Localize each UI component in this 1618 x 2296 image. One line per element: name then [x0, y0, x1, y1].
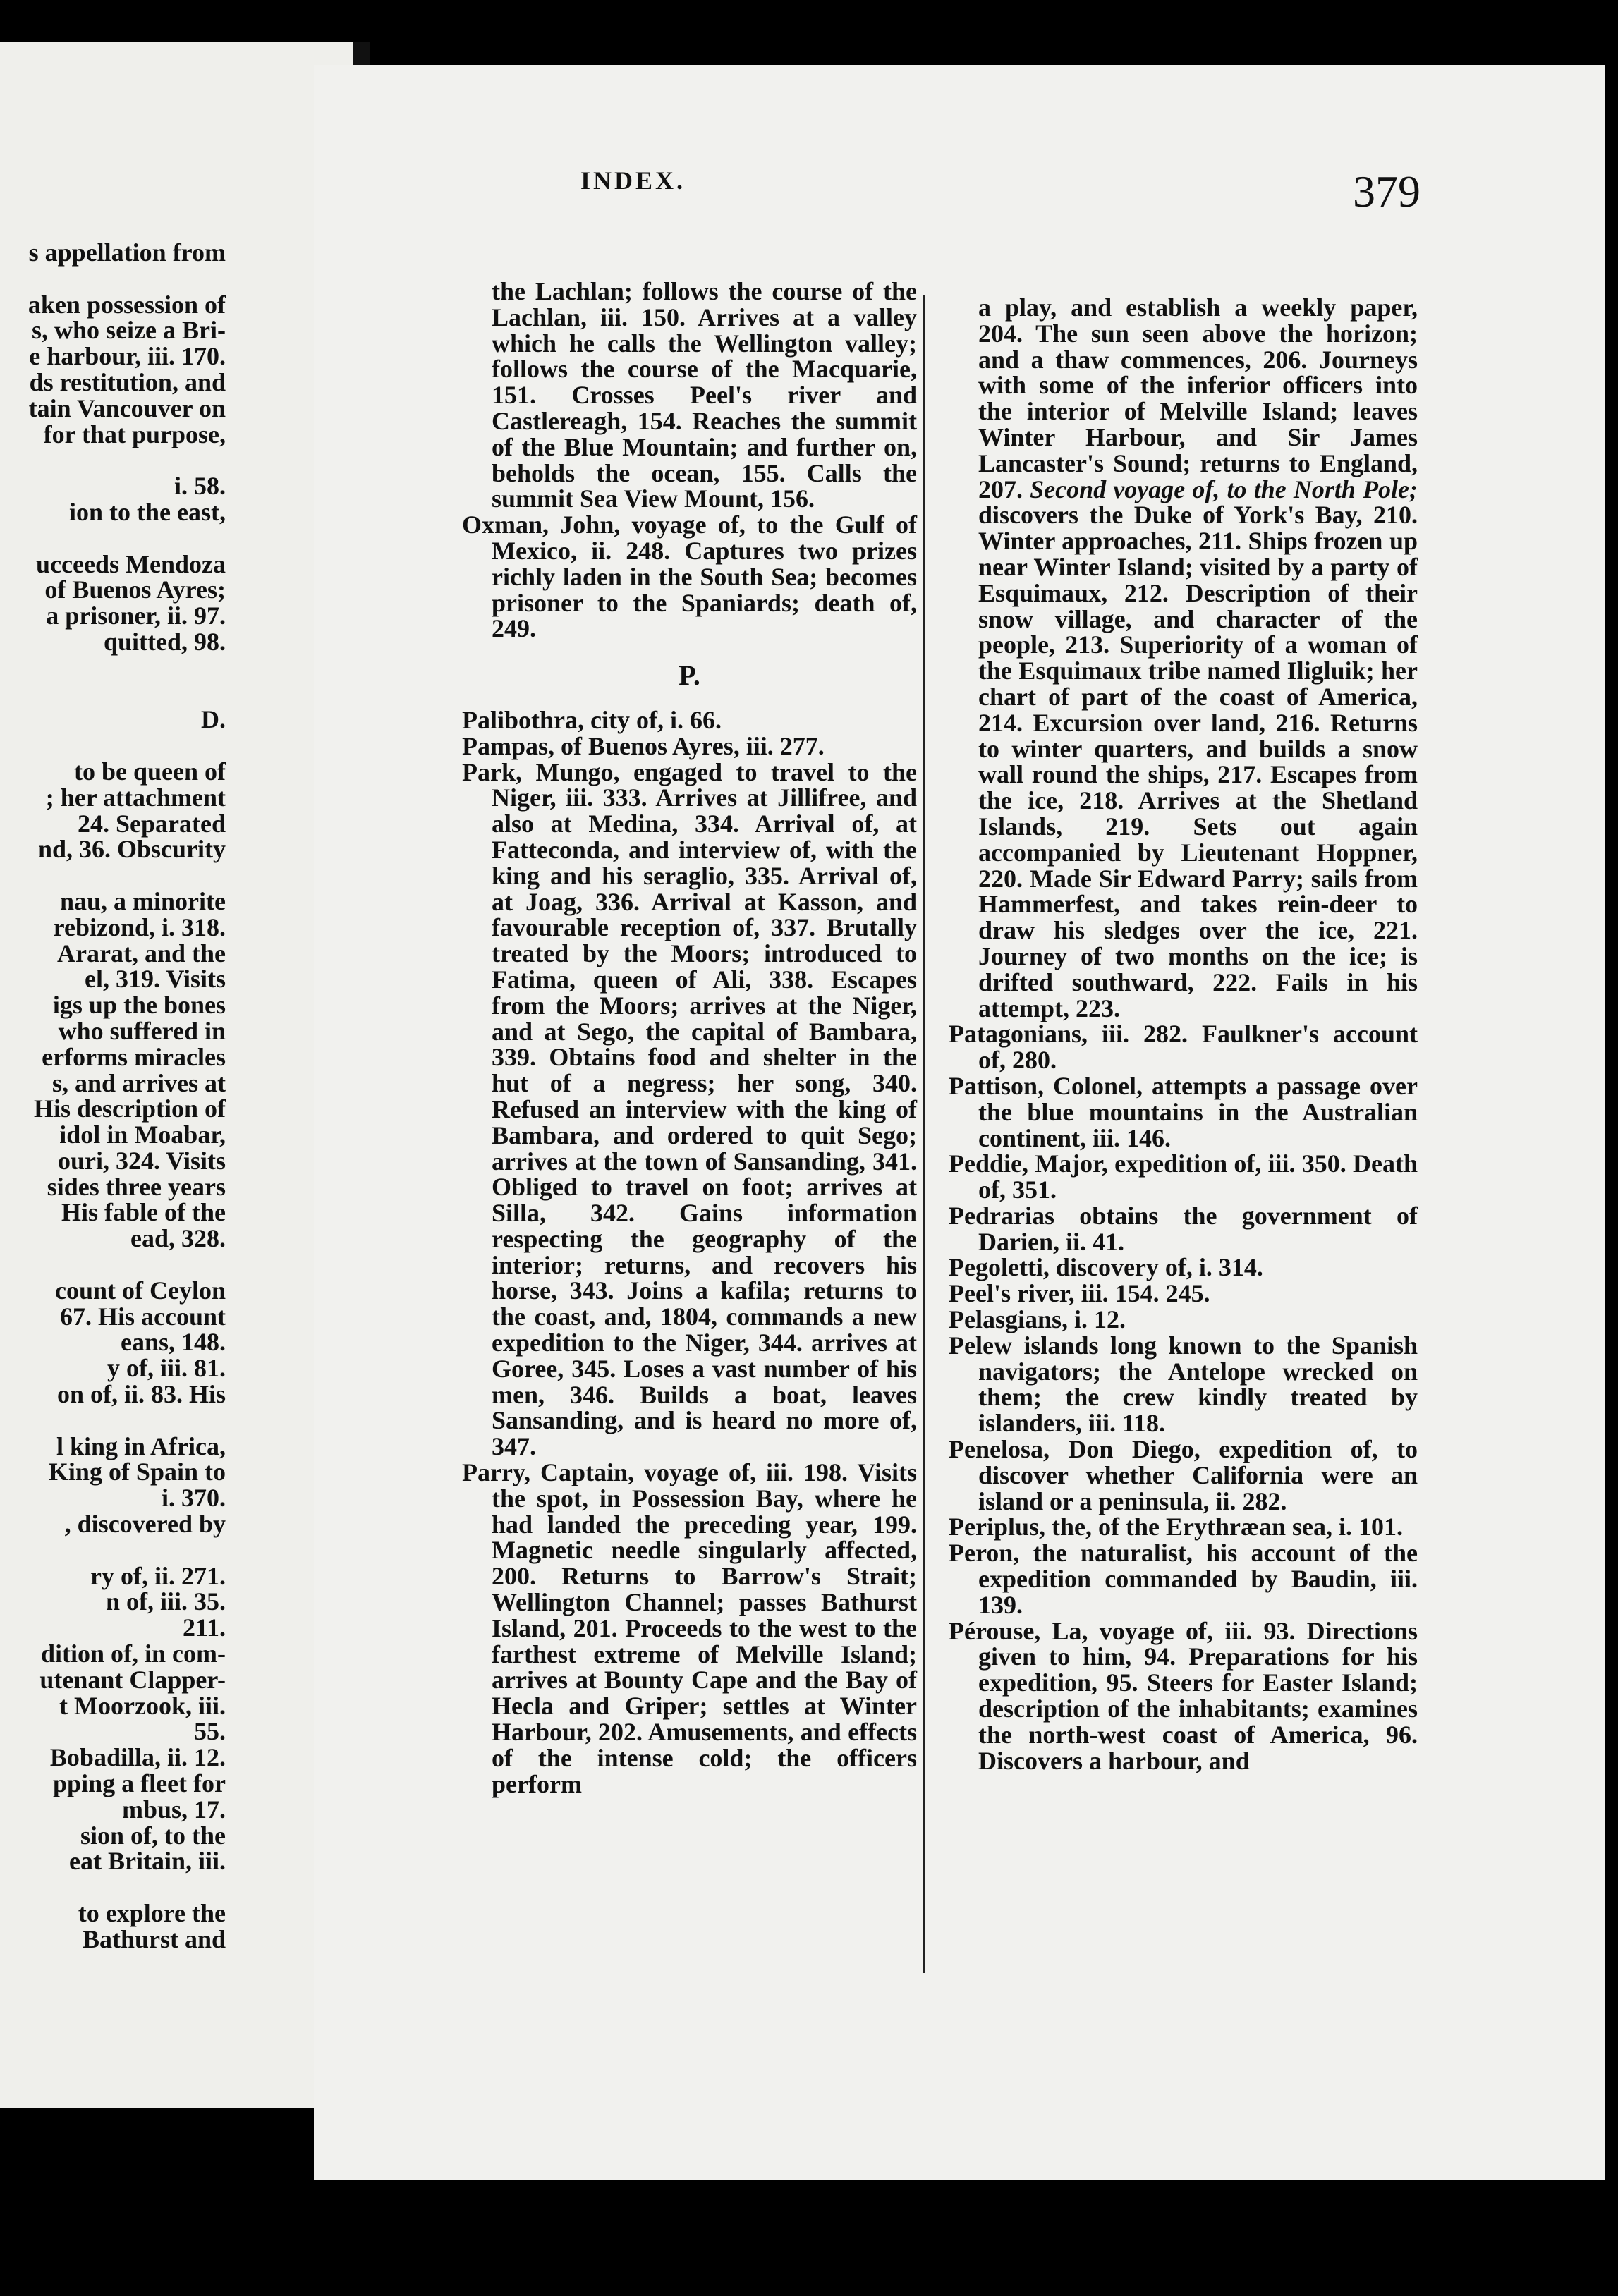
left-fragment-line: ds restitution, and	[29, 367, 226, 396]
index-entry-palibothra: Palibothra, city of, i. 66.	[462, 705, 722, 734]
left-fragment-line: nd, 36. Obscurity	[37, 835, 226, 864]
left-fragment-line: el, 319. Visits	[84, 965, 226, 994]
index-entry-pegoletti: Pegoletti, discovery of, i. 314.	[949, 1253, 1263, 1282]
left-fragment-line	[0, 266, 226, 292]
parry-italic: Second voyage of, to the North Pole;	[1030, 475, 1418, 503]
left-fragment-line: pping a fleet for	[53, 1769, 226, 1798]
left-fragment-line: King of Spain to	[48, 1458, 226, 1486]
left-fragment-line: mbus, 17.	[121, 1795, 226, 1824]
index-entry-pattison: Pattison, Colonel, attempts a passage over the blue mountains in the Australian continent, iii. 146.	[949, 1071, 1418, 1152]
left-fragment-line: utenant Clapper-	[39, 1665, 226, 1694]
running-head: INDEX.	[580, 166, 686, 195]
index-entry-periplus: Periplus, the, of the Erythræan sea, i. 101.	[949, 1513, 1403, 1541]
left-fragment-line: eat Britain, iii.	[69, 1847, 226, 1876]
index-entry-oxman: Oxman, John, voyage of, to the Gulf of Mexico, ii. 248. Captures two prizes richly laden in the South Sea; becomes prisoner to the Spaniards; death of, 249.	[462, 511, 917, 643]
left-fragment-line: erforms miracles	[42, 1042, 226, 1071]
left-fragment-line: His fable of the	[61, 1198, 226, 1227]
left-fragment-line: y of, iii. 81.	[107, 1354, 226, 1383]
left-fragment-line: i. 370.	[161, 1484, 226, 1513]
left-fragment-line	[0, 655, 226, 681]
left-fragment-line: to be queen of	[74, 757, 226, 786]
index-entry-pampas: Pampas, of Buenos Ayres, iii. 277.	[462, 731, 825, 760]
left-fragment-line	[0, 1407, 226, 1434]
left-fragment-line	[0, 1252, 226, 1278]
left-fragment-line: a prisoner, ii. 97.	[46, 602, 226, 630]
left-fragment-line: ucceeds Mendoza	[36, 549, 226, 578]
left-fragment-line: Bathurst and	[82, 1924, 226, 1953]
left-fragment-line: dition of, in com-	[40, 1639, 226, 1668]
index-entry-patagonians: Patagonians, iii. 282. Faulkner's account of, 280.	[949, 1020, 1418, 1075]
index-entry-pelasgians: Pelasgians, i. 12.	[949, 1305, 1126, 1334]
left-fragment-line: for that purpose,	[43, 420, 226, 448]
left-page	[0, 42, 353, 2108]
left-fragment-line: l king in Africa,	[56, 1431, 226, 1460]
index-entry-parry-continued	[949, 295, 1418, 1021]
left-fragment-line: s, and arrives at	[52, 1068, 226, 1097]
index-entry-peddie: Peddie, Major, expedition of, iii. 350. Death of, 351.	[949, 1149, 1418, 1204]
left-fragment-line: 55.	[194, 1717, 226, 1746]
left-fragment-line: s appellation from	[28, 238, 226, 267]
left-fragment-line: D.	[201, 705, 226, 734]
left-fragment-line: count of Ceylon	[55, 1276, 226, 1305]
left-fragment-line: ry of, ii. 271.	[90, 1561, 226, 1590]
left-fragment-line: His description of	[33, 1094, 226, 1123]
left-fragment-line	[0, 862, 226, 889]
parry-text-a: a play, and establish a weekly paper, 204. The sun seen above the horizon; and a thaw commences, 206. Journeys with some of the inferior officers into the interior of Melville Island; leaves Winter Harbour, and Sir James Lancaster's Sound; returns to England, 207.	[978, 293, 1418, 503]
index-entry-penelosa: Penelosa, Don Diego, expedition of, to discover whether California were an island or a peninsula, ii. 282.	[949, 1435, 1418, 1515]
left-fragment-line: idol in Moabar,	[59, 1120, 226, 1149]
left-fragment-line: 211.	[182, 1613, 226, 1642]
left-fragment-line	[0, 733, 226, 759]
index-column-left	[462, 279, 917, 1797]
left-fragment-line: 24. Separated	[78, 809, 226, 838]
left-fragment-line: sion of, to the	[80, 1821, 226, 1850]
left-fragment-line: ion to the east,	[69, 497, 226, 526]
index-entry-pelew: Pelew islands long known to the Spanish navigators; the Antelope wrecked on them; the crew kindly treated by islanders, iii. 118.	[949, 1331, 1418, 1438]
left-fragment-line: Ararat, and the	[57, 939, 226, 967]
index-entry-pedrarias: Pedrarias obtains the government of Darien, ii. 41.	[949, 1201, 1418, 1256]
left-fragment-line: igs up the bones	[52, 991, 226, 1020]
left-fragment-line: , discovered by	[64, 1510, 226, 1539]
left-fragment-line	[0, 525, 226, 551]
left-fragment-line: of Buenos Ayres;	[44, 575, 226, 604]
left-fragment-line	[0, 1874, 226, 1900]
left-fragment-line	[0, 447, 226, 473]
left-fragment-line	[0, 1537, 226, 1563]
left-page-fragments	[0, 240, 226, 1953]
left-fragment-line: 67. His account	[59, 1302, 226, 1331]
left-fragment-line: s, who seize a Bri-	[32, 316, 226, 345]
left-fragment-line: nau, a minorite	[59, 886, 226, 915]
index-entry-peron: Peron, the naturalist, his account of the expedition commanded by Baudin, iii. 139.	[949, 1539, 1418, 1619]
left-fragment-line: on of, ii. 83. His	[56, 1380, 226, 1409]
left-fragment-line: tain Vancouver on	[28, 393, 226, 422]
left-fragment-line	[0, 681, 226, 707]
left-fragment-line: to explore the	[78, 1899, 226, 1927]
left-fragment-line: aken possession of	[28, 290, 226, 319]
index-entry-peels-river: Peel's river, iii. 154. 245.	[949, 1279, 1210, 1308]
left-fragment-line: Bobadilla, ii. 12.	[49, 1743, 226, 1772]
index-column-right	[949, 295, 1418, 1773]
parry-text-b: discovers the Duke of York's Bay, 210. Winter approaches, 211. Ships frozen up near Winter Island; visited by a party of Esquimaux, 212. Description of their snow village, and character of the people, 213. Superiority of a woman of the Esquimaux tribe named Iligluik; her chart of part of the coast of America, 214. Excursion over land, 216. Returns to winter quarters, and builds a snow wall round the ships, 217. Escapes from the ice, 218. Arrives at the Shetland Islands, 219. Sets out again accompanied by Lieutenant Hoppner, 220. Made Sir Edward Parry; sails from Hammerfest, and takes rein-deer to draw his sledges over the ice, 221. Journey of two months on the ice; is drifted southward, 222. Fails in his attempt, 223.	[978, 501, 1418, 1022]
index-entry-continuation: the Lachlan; follows the course of the Lachlan, iii. 150. Arrives at a valley which he calls the Wellington valley; follows the course of the Macquarie, 151. Crosses Peel's river and Castlereagh, 154. Reaches the summit of the Blue Mountain; and further on, beholds the ocean, 155. Calls the summit Sea View Mount, 156.	[492, 277, 917, 513]
left-fragment-line: eans, 148.	[120, 1328, 226, 1357]
left-fragment-line: who suffered in	[58, 1016, 226, 1045]
left-fragment-line: i. 58.	[174, 472, 226, 501]
left-fragment-line: sides three years	[47, 1172, 226, 1201]
left-fragment-line: t Moorzook, iii.	[59, 1691, 226, 1720]
page-number: 379	[1353, 166, 1421, 216]
left-fragment-line: ead, 328.	[130, 1224, 226, 1253]
left-fragment-line: ouri, 324. Visits	[57, 1146, 226, 1175]
left-fragment-line: ; her attachment	[45, 783, 226, 812]
section-letter: P.	[679, 659, 700, 692]
index-entry-parry: Parry, Captain, voyage of, iii. 198. Visits the spot, in Possession Bay, where he had landed the preceding year, 199. Magnetic needle singularly affected, 200. Returns to Barrow's Strait; Wellington Channel; passes Bathurst Island, 201. Proceeds to the west to the farthest extreme of Melville Island; arrives at Bounty Cape and the Bay of Hecla and Griper; settles at Winter Harbour, 202. Amusements, and effects of the intense cold; the officers perform	[462, 1458, 917, 1798]
left-fragment-line: e harbour, iii. 170.	[29, 342, 226, 371]
left-fragment-line: quitted, 98.	[103, 627, 226, 656]
index-entry-park: Park, Mungo, engaged to travel to the Niger, iii. 333. Arrives at Jillifree, and also at Medina, 334. Arrival of, at Fatteconda, and interview of, with the king and his seraglio, 335. Arrival of, at Joag, 336. Arrival at Kasson, and favourable reception of, 337. Brutally treated by the Moors; introduced to Fatima, queen of Ali, 338. Escapes from the Moors; arrives at the Niger, and at Sego, the capital of Bambara, 339. Obtains food and shelter in the hut of a negress; her song, 340. Refused an interview with the king of Bambara, and ordered to quit Sego; arrives at the town of Sansanding, 341. Obliged to travel on foot; arrives at Silla, 342. Gains information respecting the geography of the interior; returns, and recovers his horse, 343. Joins a kafila; returns to the coast, and, 1804, commands a new expedition to the Niger, 344. arrives at Goree, 345. Loses a vast number of his men, 346. Builds a boat, leaves Sansanding, and is heard no more of, 347.	[462, 757, 917, 1461]
column-rule	[923, 295, 925, 1973]
left-fragment-line: rebizond, i. 318.	[53, 912, 226, 941]
left-fragment-line: n of, iii. 35.	[105, 1587, 226, 1616]
index-entry-perouse: Pérouse, La, voyage of, iii. 93. Directions given to him, 94. Preparations for his expedition, 95. Steers for Easter Island; description of the inhabitants; examines the north-west coast of America, 96. Discovers a harbour, and	[949, 1616, 1418, 1775]
